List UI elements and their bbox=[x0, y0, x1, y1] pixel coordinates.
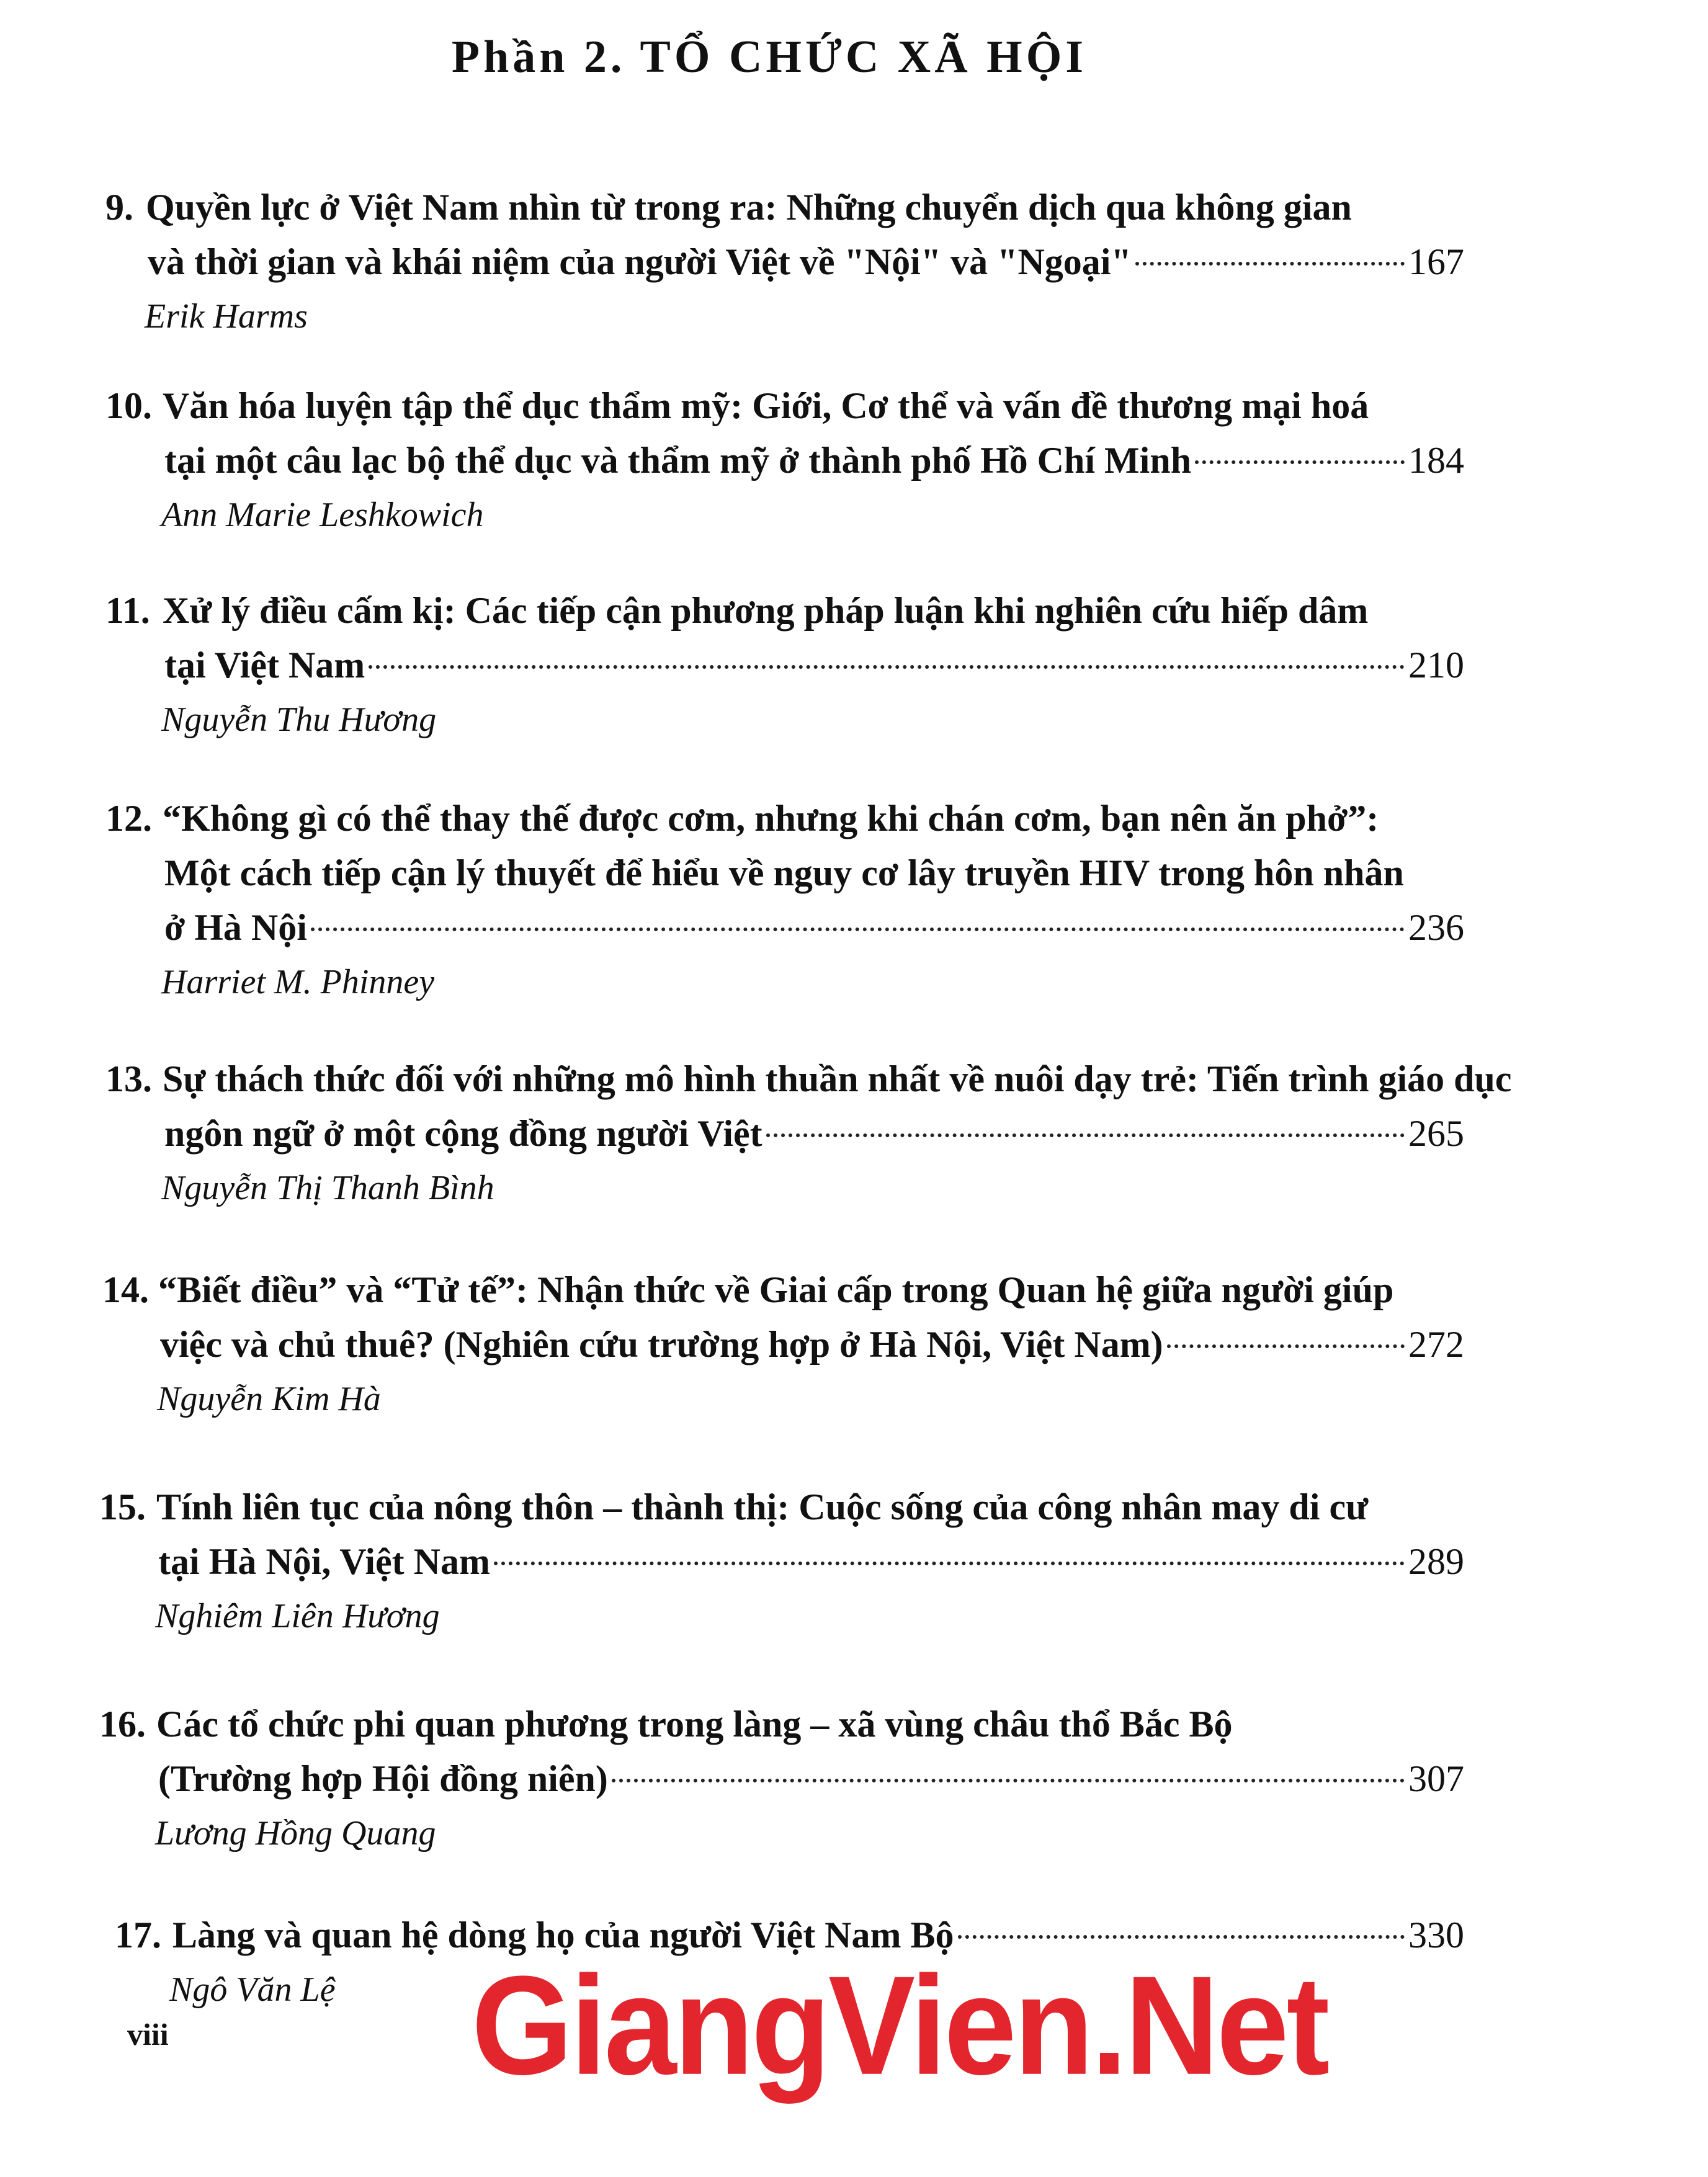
page-header bbox=[0, 32, 1539, 109]
entry-author: Nguyễn Thu Hương bbox=[161, 700, 437, 739]
toc-entry bbox=[0, 378, 1539, 537]
toc-line bbox=[0, 180, 1539, 235]
dot-leader bbox=[612, 1779, 1405, 1782]
toc-line bbox=[0, 1480, 1539, 1534]
leader-row bbox=[158, 1751, 1464, 1806]
entry-title-line: (Trường hợp Hội đồng niên) bbox=[158, 1758, 608, 1799]
toc-line-leader bbox=[0, 900, 1539, 955]
entry-title-line: việc và chủ thuê? (Nghiên cứu trường hợp ở Hà Nội, Việt Nam) bbox=[160, 1324, 1163, 1365]
dot-leader bbox=[1195, 460, 1405, 464]
toc-line-leader bbox=[0, 638, 1539, 692]
leader-row bbox=[164, 1106, 1464, 1161]
toc-entry bbox=[0, 583, 1539, 742]
entry-title-line: Sự thách thức đối với những mô hình thuần nhất về nuôi dạy trẻ: Tiến trình giáo dục bbox=[163, 1058, 1512, 1099]
leader-row bbox=[160, 1317, 1464, 1372]
entry-author: Lương Hồng Quang bbox=[155, 1814, 436, 1853]
entry-title-line: “Biết điều” và “Tử tế”: Nhận thức về Giai cấp trong Quan hệ giữa người giúp bbox=[158, 1269, 1394, 1310]
entry-number: 15. bbox=[99, 1486, 146, 1527]
entry-number: 11. bbox=[105, 590, 150, 631]
toc-line-leader bbox=[0, 235, 1539, 289]
toc-line-leader bbox=[0, 433, 1539, 488]
entry-page-number: 272 bbox=[1408, 1324, 1464, 1365]
entry-title-line: “Không gì có thể thay thế được cơm, nhưng khi chán cơm, bạn nên ăn phở”: bbox=[163, 798, 1379, 839]
entry-title-line: Tính liên tục của nông thôn – thành thị: Cuộc sống của công nhân may di cư bbox=[156, 1486, 1369, 1527]
toc-line bbox=[0, 791, 1539, 846]
entry-number: 17. bbox=[115, 1915, 161, 1956]
entry-number: 13. bbox=[105, 1058, 152, 1099]
toc-line-leader bbox=[0, 1106, 1539, 1161]
leader-row bbox=[164, 638, 1464, 692]
entry-page-number: 330 bbox=[1408, 1915, 1464, 1956]
dot-leader bbox=[766, 1133, 1405, 1137]
entry-page-number: 210 bbox=[1408, 645, 1464, 686]
watermark-logo: GiangVien.Net bbox=[472, 1946, 1328, 2104]
dot-leader bbox=[311, 928, 1405, 931]
dot-leader bbox=[958, 1935, 1405, 1939]
toc-line-leader bbox=[0, 1317, 1539, 1372]
entry-author: Nguyễn Thị Thanh Bình bbox=[161, 1169, 494, 1207]
dot-leader bbox=[494, 1562, 1405, 1565]
toc-line bbox=[0, 378, 1539, 433]
entry-number: 10. bbox=[105, 385, 152, 426]
toc-line bbox=[0, 1263, 1539, 1317]
entry-author: Erik Harms bbox=[145, 297, 308, 336]
leader-row bbox=[164, 900, 1464, 955]
page-number: viii bbox=[127, 2017, 169, 2052]
toc-entry bbox=[0, 791, 1539, 1004]
leader-row bbox=[164, 433, 1464, 488]
dot-leader bbox=[369, 665, 1405, 669]
entry-page-number: 236 bbox=[1408, 907, 1464, 948]
toc-line-leader bbox=[0, 1534, 1539, 1589]
entry-title-line: ở Hà Nội bbox=[164, 907, 307, 948]
entry-number: 9. bbox=[105, 187, 133, 228]
entry-title-line: tại một câu lạc bộ thể dục và thẩm mỹ ở thành phố Hồ Chí Minh bbox=[164, 440, 1192, 481]
entry-author: Harriet M. Phinney bbox=[161, 963, 435, 1001]
entry-author: Ngô Văn Lệ bbox=[169, 1970, 336, 2009]
entry-title-line: Một cách tiếp cận lý thuyết để hiểu về nguy cơ lây truyền HIV trong hôn nhân bbox=[164, 852, 1404, 893]
entry-page-number: 307 bbox=[1408, 1758, 1464, 1799]
entry-title-line: Làng và quan hệ dòng họ của người Việt Nam Bộ bbox=[172, 1915, 954, 1956]
entry-title-line: Văn hóa luyện tập thể dục thẩm mỹ: Giới, Cơ thể và vấn đề thương mại hoá bbox=[163, 385, 1369, 426]
toc-line bbox=[0, 583, 1539, 638]
toc-line bbox=[0, 1697, 1539, 1751]
dot-leader bbox=[1167, 1344, 1405, 1348]
toc-line bbox=[0, 846, 1539, 900]
entry-page-number: 289 bbox=[1408, 1541, 1464, 1582]
toc-line-leader bbox=[0, 1751, 1539, 1806]
section-title: Phần 2. TỔ CHỨC XÃ HỘI bbox=[451, 32, 1088, 83]
entry-title-line: ngôn ngữ ở một cộng đồng người Việt bbox=[164, 1113, 762, 1154]
entry-author: Ann Marie Leshkowich bbox=[161, 496, 484, 534]
toc-line bbox=[0, 1052, 1539, 1106]
leader-row bbox=[158, 1534, 1464, 1589]
entry-title-line: Quyền lực ở Việt Nam nhìn từ trong ra: Những chuyển dịch qua không gian bbox=[146, 187, 1352, 228]
entry-title-line: tại Việt Nam bbox=[164, 645, 365, 686]
entry-page-number: 167 bbox=[1408, 241, 1464, 282]
entry-title-line: Xử lý điều cấm kị: Các tiếp cận phương pháp luận khi nghiên cứu hiếp dâm bbox=[163, 590, 1369, 631]
toc-entry bbox=[0, 180, 1539, 339]
entry-author: Nguyễn Kim Hà bbox=[157, 1380, 381, 1418]
entry-title-line: Các tổ chức phi quan phương trong làng – xã vùng châu thổ Bắc Bộ bbox=[156, 1704, 1233, 1745]
entry-number: 12. bbox=[105, 798, 152, 839]
entry-title-line: tại Hà Nội, Việt Nam bbox=[158, 1541, 490, 1582]
toc-entry bbox=[0, 1697, 1539, 1856]
entry-number: 14. bbox=[102, 1269, 149, 1310]
toc-entry bbox=[0, 1263, 1539, 1421]
leader-row bbox=[148, 235, 1464, 289]
toc-entry bbox=[0, 1052, 1539, 1210]
dot-leader bbox=[1135, 262, 1405, 266]
entry-number: 16. bbox=[99, 1704, 146, 1745]
entry-page-number: 265 bbox=[1408, 1113, 1464, 1154]
entry-author: Nghiêm Liên Hương bbox=[155, 1597, 440, 1635]
entry-title-line: và thời gian và khái niệm của người Việt về "Nội" và "Ngoại" bbox=[148, 241, 1132, 282]
toc-entry bbox=[0, 1480, 1539, 1638]
entry-page-number: 184 bbox=[1408, 440, 1464, 481]
